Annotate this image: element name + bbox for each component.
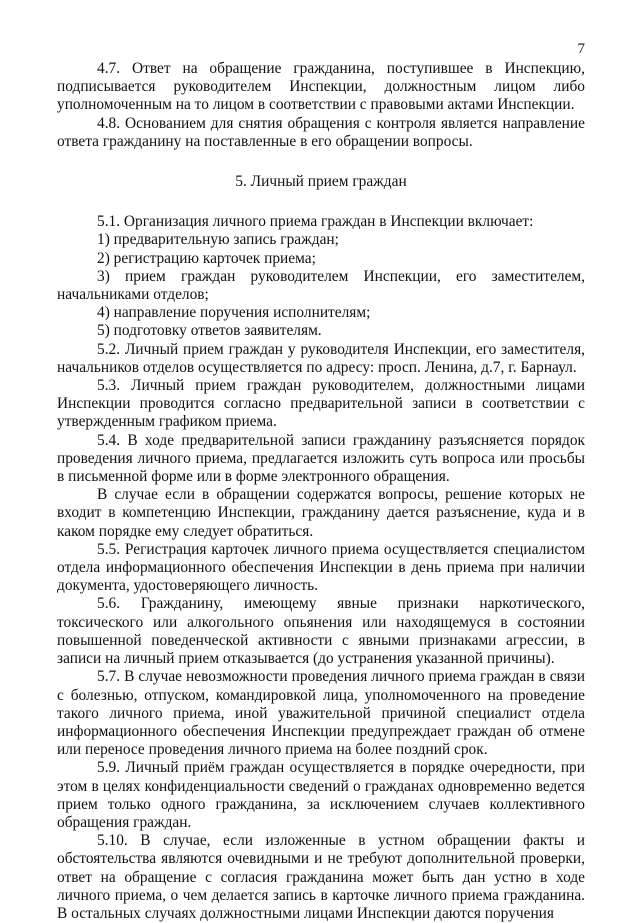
paragraph-5-3: 5.3. Личный прием граждан руководителем, должностными лицами Инспекции проводится согласно предварительной записи в соответствии с утвержденным графиком приема. <box>57 377 585 431</box>
paragraph-5-2: 5.2. Личный прием граждан у руководителя Инспекции, его заместителя, начальников отделов осуществляется по адресу: просп. Ленина, д.7, г. Барнаул. <box>57 340 585 376</box>
paragraph-5-6: 5.6. Гражданину, имеющему явные признаки наркотического, токсического или алкогольного опьянения или находящемуся в состоянии повышенной поведенческой активности с явными признаками агрессии, в записи на личный прием отказывается (до устранения указанной причины). <box>57 595 585 668</box>
paragraph-5-10: 5.10. В случае, если изложенные в устном обращении факты и обстоятельства являются очевидными и не требуют дополнительной проверки, ответ на обращение с согласия гражданина может быть дан устно в ходе личного приема, о чем делается запись в карточке личного приема гражданина. В остальных случаях должностными лицами Инспекции даются поручения <box>57 832 585 922</box>
list-item-1: 1) предварительную запись граждан; <box>97 231 339 249</box>
paragraph-4-7: 4.7. Ответ на обращение гражданина, поступившее в Инспекцию, подписывается руководителем Инспекции, должностным лицом либо уполномоченным на то лицом в соответствии с правовыми актами Инспекции. <box>57 60 585 114</box>
page-number: 7 <box>577 41 585 57</box>
section-title: 5. Личный прием граждан <box>235 173 407 191</box>
document-body <box>57 60 585 923</box>
list-item-5: 5) подготовку ответов заявителям. <box>97 322 322 340</box>
paragraph-5-5: 5.5. Регистрация карточек личного приема осуществляется специалистом отдела информационного обеспечения Инспекции в день приема при наличии документа, удостоверяющего личность. <box>57 540 585 595</box>
paragraph-5-7: 5.7. В случае невозможности проведения личного приема граждан в связи с болезнью, отпуском, командировкой лица, уполномоченного на проведение такого личного приема, иной уважительной причиной специалист отдела информационного обеспечения Инспекции предупреждает граждан об отмене или переносе проведения личного приема на более поздний срок. <box>57 668 585 759</box>
paragraph-5-4: 5.4. В ходе предварительной записи гражданину разъясняется порядок проведения личного приема, предлагается изложить суть вопроса или просьбы в письменной форме или в форме электронного обращения. <box>57 431 585 486</box>
paragraph-5-4-continued: В случае если в обращении содержатся вопросы, решение которых не входит в компетенцию Инспекции, гражданину дается разъяснение, куда и в каком порядке ему следует обратиться. <box>57 486 585 540</box>
list-item-3: 3) прием граждан руководителем Инспекции, его заместителем, начальниками отделов; <box>57 267 585 304</box>
list-item-2: 2) регистрацию карточек приема; <box>97 249 316 267</box>
paragraph-5-1: 5.1. Организация личного приема граждан в Инспекции включает: <box>97 213 534 231</box>
paragraph-5-9: 5.9. Личный приём граждан осуществляется в порядке очередности, при этом в целях конфиденциальности сведений о гражданах одновременно ведется прием только одного гражданина, за исключением случаев коллективного обращения граждан. <box>57 759 585 831</box>
list-item-4: 4) направление поручения исполнителям; <box>97 304 371 322</box>
paragraph-4-8: 4.8. Основанием для снятия обращения с контроля является направление ответа гражданину на поставленные в его обращении вопросы. <box>57 114 585 150</box>
